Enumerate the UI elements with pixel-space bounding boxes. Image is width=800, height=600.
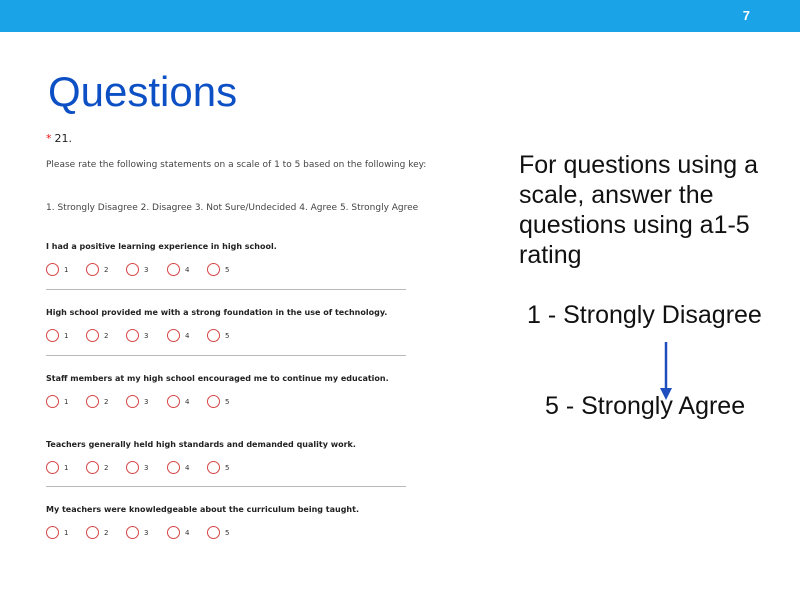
divider (46, 289, 406, 290)
option-label: 3 (144, 265, 149, 274)
rating-option[interactable] (207, 461, 229, 474)
rating-options (46, 461, 406, 477)
rating-option[interactable] (86, 461, 108, 474)
statement (46, 439, 406, 477)
radio-button[interactable] (126, 329, 139, 342)
statement (46, 307, 406, 345)
option-label: 3 (144, 528, 149, 537)
option-label: 1 (64, 528, 69, 537)
option-label: 3 (144, 331, 149, 340)
rating-options (46, 263, 406, 279)
rating-option[interactable] (86, 526, 108, 539)
slide-number: 7 (742, 8, 750, 23)
option-label: 1 (64, 463, 69, 472)
scale-low-label: 1 - Strongly Disagree (527, 301, 762, 329)
radio-button[interactable] (207, 526, 220, 539)
radio-button[interactable] (126, 461, 139, 474)
option-label: 5 (225, 463, 230, 472)
radio-button[interactable] (126, 526, 139, 539)
option-label: 5 (225, 528, 230, 537)
rating-option[interactable] (167, 329, 189, 342)
radio-button[interactable] (207, 263, 220, 276)
option-label: 4 (185, 528, 190, 537)
radio-button[interactable] (86, 395, 99, 408)
option-label: 3 (144, 397, 149, 406)
option-label: 2 (104, 528, 109, 537)
rating-option[interactable] (126, 329, 148, 342)
question-instructions: Please rate the following statements on a scale of 1 to 5 based on the following key: (46, 160, 427, 170)
radio-button[interactable] (46, 461, 59, 474)
question-number (46, 132, 72, 145)
scale-explanation: For questions using a scale, answer the questions using a1-5 rating (519, 151, 759, 269)
option-label: 1 (64, 265, 69, 274)
rating-options (46, 395, 406, 411)
rating-option[interactable] (207, 526, 229, 539)
radio-button[interactable] (46, 263, 59, 276)
radio-button[interactable] (167, 526, 180, 539)
rating-key: 1. Strongly Disagree 2. Disagree 3. Not Sure/Undecided 4. Agree 5. Strongly Agree (46, 203, 419, 213)
radio-button[interactable] (207, 395, 220, 408)
statement-text: My teachers were knowledgeable about the curriculum being taught. (46, 505, 359, 514)
rating-option[interactable] (126, 395, 148, 408)
rating-option[interactable] (46, 263, 68, 276)
option-label: 1 (64, 397, 69, 406)
radio-button[interactable] (46, 526, 59, 539)
radio-button[interactable] (167, 395, 180, 408)
statement-text: High school provided me with a strong foundation in the use of technology. (46, 308, 388, 317)
option-label: 5 (225, 331, 230, 340)
rating-option[interactable] (207, 395, 229, 408)
divider (46, 355, 406, 356)
radio-button[interactable] (46, 329, 59, 342)
option-label: 2 (104, 463, 109, 472)
statement-text: I had a positive learning experience in high school. (46, 242, 277, 251)
question-number-text: 21. (54, 132, 72, 145)
rating-option[interactable] (86, 263, 108, 276)
rating-option[interactable] (167, 395, 189, 408)
radio-button[interactable] (167, 263, 180, 276)
option-label: 4 (185, 463, 190, 472)
radio-button[interactable] (46, 395, 59, 408)
option-label: 5 (225, 265, 230, 274)
statement (46, 241, 406, 279)
rating-options (46, 526, 406, 542)
rating-option[interactable] (46, 329, 68, 342)
rating-option[interactable] (126, 526, 148, 539)
radio-button[interactable] (207, 461, 220, 474)
rating-option[interactable] (86, 329, 108, 342)
rating-option[interactable] (126, 461, 148, 474)
option-label: 2 (104, 331, 109, 340)
rating-option[interactable] (167, 526, 189, 539)
option-label: 2 (104, 397, 109, 406)
rating-option[interactable] (167, 461, 189, 474)
rating-option[interactable] (46, 395, 68, 408)
rating-option[interactable] (46, 461, 68, 474)
radio-button[interactable] (86, 329, 99, 342)
radio-button[interactable] (126, 263, 139, 276)
radio-button[interactable] (167, 461, 180, 474)
required-marker: * (46, 132, 52, 145)
option-label: 4 (185, 331, 190, 340)
rating-option[interactable] (46, 526, 68, 539)
statement (46, 504, 406, 542)
scale-high-label: 5 - Strongly Agree (545, 392, 746, 420)
option-label: 5 (225, 397, 230, 406)
radio-button[interactable] (86, 263, 99, 276)
statement-text: Teachers generally held high standards and demanded quality work. (46, 440, 356, 449)
rating-option[interactable] (86, 395, 108, 408)
option-label: 2 (104, 265, 109, 274)
slide-title: Questions (48, 68, 238, 115)
option-label: 4 (185, 265, 190, 274)
radio-button[interactable] (207, 329, 220, 342)
statement-text: Staff members at my high school encouraged me to continue my education. (46, 374, 389, 383)
radio-button[interactable] (167, 329, 180, 342)
radio-button[interactable] (86, 461, 99, 474)
option-label: 3 (144, 463, 149, 472)
option-label: 1 (64, 331, 69, 340)
statement (46, 373, 406, 411)
rating-option[interactable] (167, 263, 189, 276)
radio-button[interactable] (86, 526, 99, 539)
top-bar (0, 0, 800, 32)
option-label: 4 (185, 397, 190, 406)
rating-options (46, 329, 406, 345)
rating-option[interactable] (126, 263, 148, 276)
divider (46, 486, 406, 487)
rating-option[interactable] (207, 329, 229, 342)
radio-button[interactable] (126, 395, 139, 408)
rating-option[interactable] (207, 263, 229, 276)
